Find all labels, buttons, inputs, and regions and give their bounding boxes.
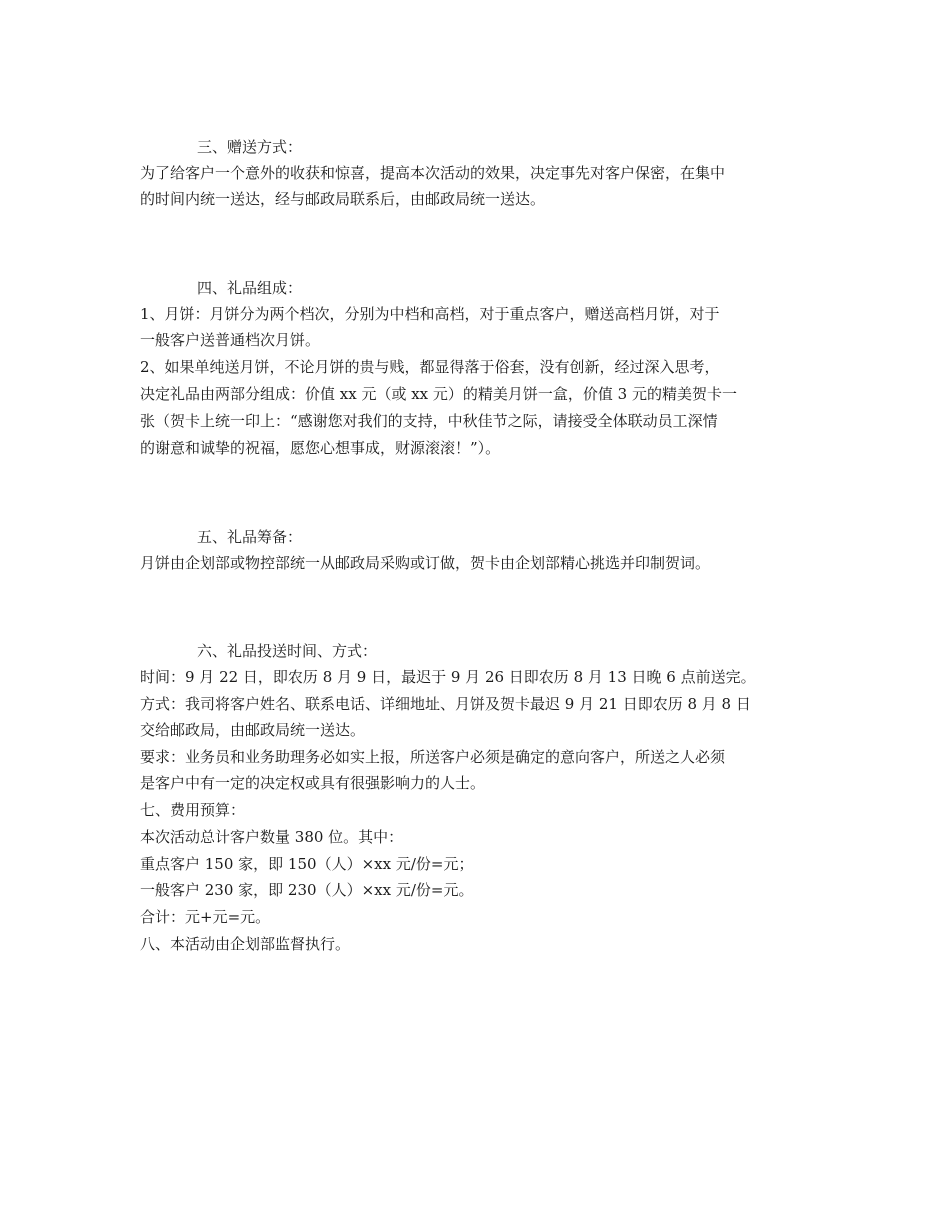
section5-para: 月饼由企划部或物控部统一从邮政局采购或订做，贺卡由企划部精心挑选并印制贺词。 — [140, 554, 711, 572]
section6-requirement-line-1: 要求：业务员和业务助理务必如实上报，所送客户必须是确定的意向客户，所送之人必须 — [140, 748, 726, 766]
section4-item1-line-2: 一般客户送普通档次月饼。 — [140, 331, 321, 349]
section7-line-1: 本次活动总计客户数量 380 位。其中： — [140, 828, 404, 846]
section4-item2-line-1: 2、如果单纯送月饼，不论月饼的贵与贱，都显得落于俗套，没有创新，经过深入思考， — [140, 358, 720, 376]
section4-item2-line-4: 的谢意和诚挚的祝福，愿您心想事成，财源滚滚！”）。 — [140, 439, 501, 457]
section3-para-line-2: 的时间内统一送达，经与邮政局联系后，由邮政局统一送达。 — [140, 190, 546, 208]
section4-item2-line-2: 决定礼品由两部分组成：价值 xx 元（或 xx 元）的精美月饼一盒，价值 3 元的精美贺卡一 — [140, 385, 737, 403]
section8-heading: 八、本活动由企划部监督执行。 — [140, 935, 351, 953]
section7-heading: 七、费用预算： — [140, 801, 246, 819]
section6-requirement-line-2: 是客户中有一定的决定权或具有很强影响力的人士。 — [140, 774, 486, 792]
section3-para-line-1: 为了给客户一个意外的收获和惊喜，提高本次活动的效果，决定事先对客户保密，在集中 — [140, 164, 726, 182]
section5-heading: 五、礼品筹备： — [197, 528, 303, 546]
section4-item2-line-3: 张（贺卡上统一印上：“感谢您对我们的支持，中秋佳节之际，请接受全体联动员工深情 — [140, 412, 718, 430]
section6-time: 时间：9 月 22 日，即农历 8 月 9 日，最迟于 9 月 26 日即农历 8 月 13 日晚 6 点前送完。 — [140, 668, 756, 686]
section6-method-line-1: 方式：我司将客户姓名、联系电话、详细地址、月饼及贺卡最迟 9 月 21 日即农历 8 月 8 日 — [140, 695, 751, 713]
section4-heading: 四、礼品组成： — [197, 279, 303, 297]
section7-line-4: 合计：元+元=元。 — [140, 908, 271, 926]
section3-heading: 三、赠送方式： — [197, 138, 303, 156]
section6-method-line-2: 交给邮政局，由邮政局统一送达。 — [140, 721, 366, 739]
section7-line-3: 一般客户 230 家，即 230（人）×xx 元/份=元。 — [140, 881, 474, 899]
section7-line-2: 重点客户 150 家，即 150（人）×xx 元/份=元； — [140, 855, 474, 873]
section6-heading: 六、礼品投送时间、方式： — [197, 642, 378, 660]
section4-item1-line-1: 1、月饼：月饼分为两个档次，分别为中档和高档，对于重点客户，赠送高档月饼，对于 — [140, 305, 720, 323]
